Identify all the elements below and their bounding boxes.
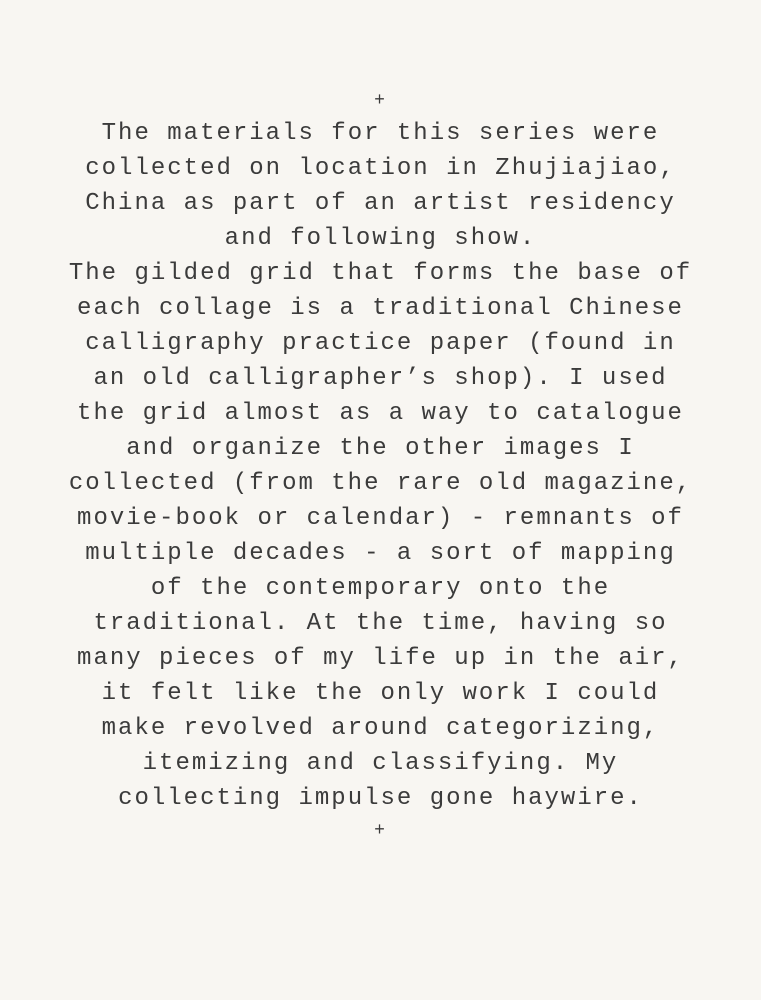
bottom-plus-marker: + — [374, 821, 387, 841]
paragraph-intro: The materials for this series were collected on location in Zhujiajiao, China as part of an artist residency and following show. — [85, 120, 676, 252]
paragraph-body: The gilded grid that forms the base of each collage is a traditional Chinese calligraphy practice paper (found in an old calligrapher’s shop). I used the grid almost as a way to catalogue and organize the other images I collected (from the rare old magazine, movie-book or calendar) - remnants of multiple decades - a sort of mapping of the contemporary onto the traditional. At the time, having so many pieces of my life up in the air, it felt like the only work I could make revolved around categorizing, itemizing and classifying. My collecting impulse gone haywire. — [68, 260, 693, 812]
statement-text-block — [66, 86, 696, 846]
top-plus-marker: + — [374, 91, 387, 111]
